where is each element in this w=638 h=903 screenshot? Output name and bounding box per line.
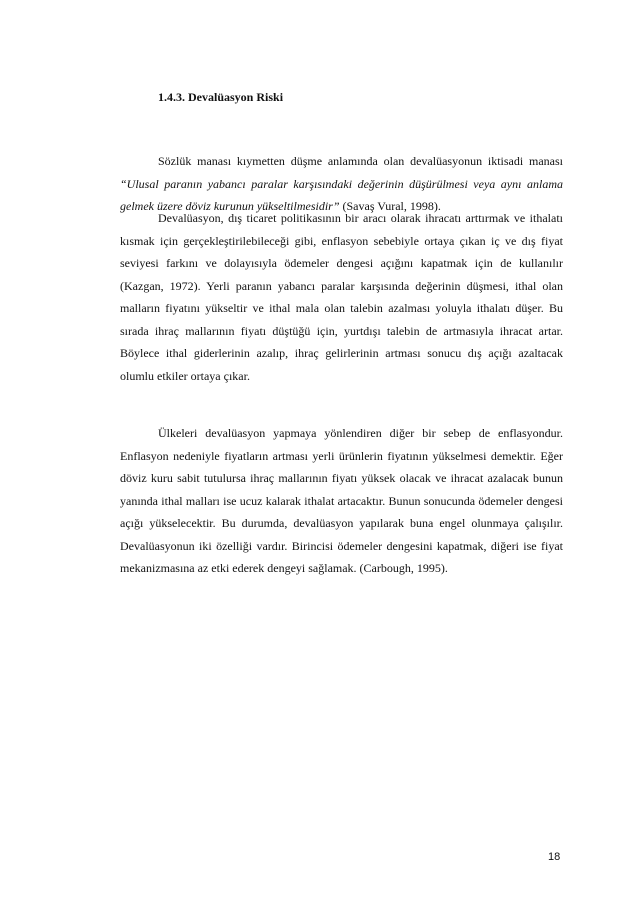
definition-citation: (Savaş Vural, 1998). bbox=[339, 199, 441, 213]
section-heading: 1.4.3. Devalüasyon Riski bbox=[158, 90, 284, 104]
page-number: 18 bbox=[548, 851, 561, 863]
paragraph-definition-lead: Sözlük manası kıymetten düşme anlamında olan devalüasyonun iktisadi manası bbox=[158, 154, 563, 168]
definition-quote: “Ulusal paranın yabancı paralar karşısındaki değerinin düşürülmesi veya aynı anlama gelmek üzere döviz kurunun yükseltilmesidir” bbox=[120, 176, 563, 213]
paragraph-inflation: Ülkeleri devalüasyon yapmaya yönlendiren diğer bir sebep de enflasyondur. Enflasyon nedeniyle fiyatların artması yerli ürünlerin fiyatının yükselmesi demektir. Eğer döviz kuru sabit tutulursa ihraç mallarının fiyatı yüksek olacak ve ihracat azalacak bunun yanında ithal malları ise ucuz kalarak ithalat artacaktır. Bunun sonucunda ödemeler dengesi açığı yükselecektir. Bu durumda, devalüasyon yapılarak buna engel olunmaya çalışılır. Devalüasyonun iki özelliği vardır. Birincisi ödemeler dengesini kapatmak, diğeri ise fiyat mekanizmasına az etki ederek dengeyi sağlamak. (Carbough, 1995). bbox=[120, 426, 563, 575]
paragraph-purpose: Devalüasyon, dış ticaret politikasının bir aracı olarak ihracatı arttırmak ve ithalatı kısmak için gerçekleştirilebileceği gibi, enflasyon sebebiyle ortaya çıkan iç ve dış fiyat seviyesi farkını ve dolayısıyla ödemeler dengesi açığını kapatmak için de kullanılır (Kazgan, 1972). Yerli paranın yabancı paralar karşısında değerinin düşmesi, ithal olan malların fiyatını yükseltir ve ithal mala olan talebin azalması yoluyla ithalatı düşer. Bu sırada ihraç mallarının fiyatı düştüğü için, yurtdışı talebin de artmasıyla ihracat artar. Böylece ithal giderlerinin azalıp, ihraç gelirlerinin artması sonucu dış açığı azaltacak olumlu etkiler ortaya çıkar. bbox=[120, 211, 563, 383]
